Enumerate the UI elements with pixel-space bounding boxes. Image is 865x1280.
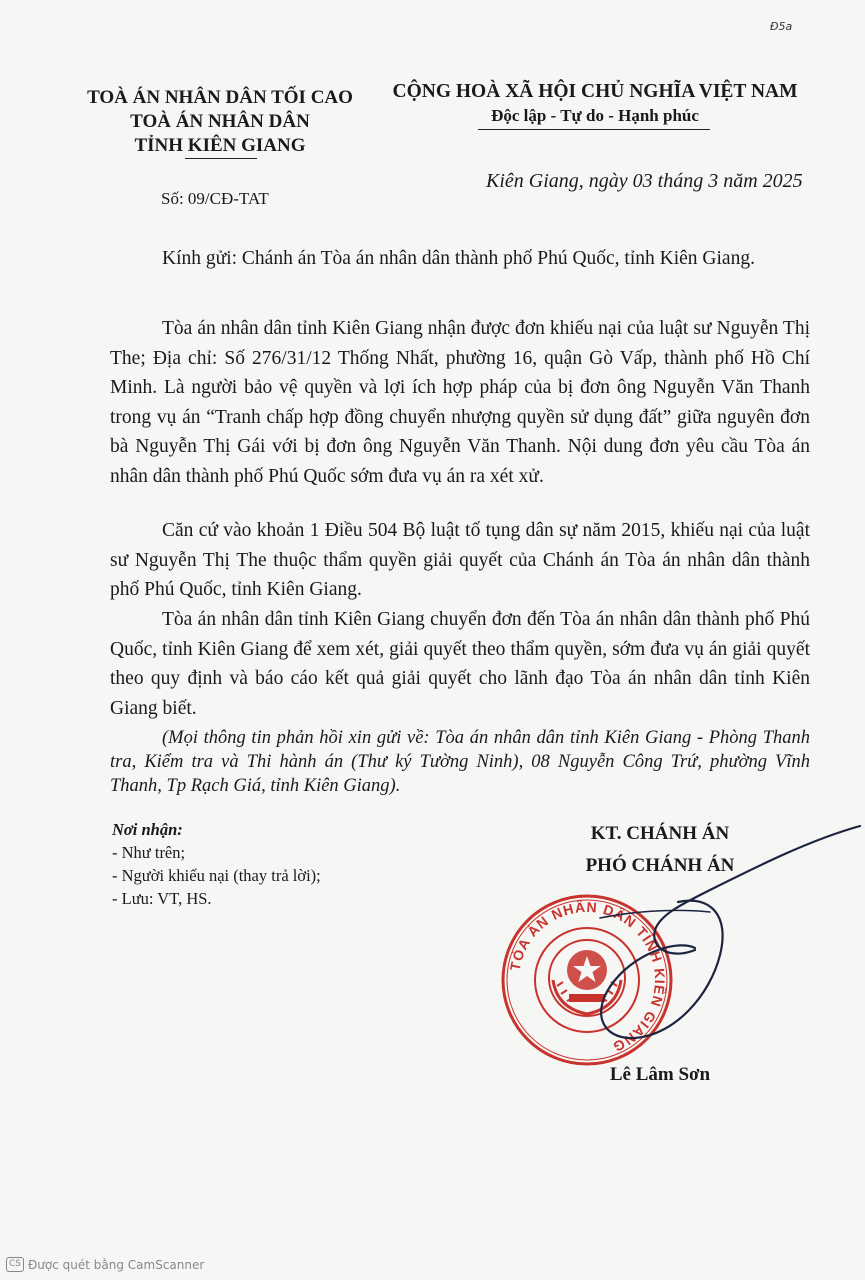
recipient-item: - Người khiếu nại (thay trả lời); <box>112 866 321 885</box>
motto: Độc lập - Tự do - Hạnh phúc <box>491 106 699 125</box>
court-name-line: TOÀ ÁN NHÂN DÂN <box>130 111 310 132</box>
recipient-line: Kính gửi: Chánh án Tòa án nhân dân thành phố Phú Quốc, tỉnh Kiên Giang. <box>162 248 755 269</box>
court-supreme-line: TOÀ ÁN NHÂN DÂN TỐI CAO <box>87 87 353 108</box>
national-motto-header <box>385 80 805 128</box>
corner-handwritten-mark: Đ5a <box>770 20 793 33</box>
court-name-header <box>70 86 370 158</box>
feedback-note: (Mọi thông tin phản hồi xin gửi về: Tòa án nhân dân tỉnh Kiên Giang - Phòng Thanh tra, Kiểm tra và Thi hành án (Thư ký Tường Ninh), 08 Nguyễn Công Trứ, phường Vĩnh Thanh, Tp Rạch Giá, tỉnh Kiên Giang). <box>110 728 810 796</box>
document-number: Số: 09/CĐ-TAT <box>161 189 269 208</box>
paragraph-1: Tòa án nhân dân tỉnh Kiên Giang nhận được đơn khiếu nại của luật sư Nguyễn Thị The; Địa chỉ: Số 276/31/12 Thống Nhất, phường 16, quận Gò Vấp, thành phố Hồ Chí Minh. Là người bảo vệ quyền và lợi ích hợp pháp của bị đơn ông Nguyễn Văn Thanh trong vụ án “Tranh chấp hợp đồng chuyển nhượng quyền sử dụng đất” giữa nguyên đơn bà Nguyễn Thị Gái với bị đơn ông Nguyễn Văn Thanh. Nội dung đơn yêu cầu Tòa án nhân dân thành phố Phú Quốc sớm đưa vụ án ra xét xử. <box>110 318 810 487</box>
camscanner-logo-icon: CS <box>6 1257 24 1272</box>
court-province-line: TỈNH KIÊN GIANG <box>134 135 306 156</box>
seal-text-path: TÒA ÁN NHÂN DÂN TỈNH KIÊN GIANG <box>506 898 669 1056</box>
signature-title-1: KT. CHÁNH ÁN <box>590 823 730 844</box>
scanner-footer <box>6 1257 204 1272</box>
paragraph-2: Căn cứ vào khoản 1 Điều 504 Bộ luật tố tụng dân sự năm 2015, khiếu nại của luật sư Nguyễn Thị The thuộc thẩm quyền giải quyết của Chánh án Tòa án nhân dân thành phố Phú Quốc, tỉnh Kiên Giang. <box>110 520 810 600</box>
recipient-item: - Như trên; <box>112 843 186 862</box>
header-underline-right <box>478 129 710 130</box>
country-name: CỘNG HOÀ XÃ HỘI CHỦ NGHĨA VIỆT NAM <box>392 81 798 102</box>
recipient-item: - Lưu: VT, HS. <box>112 889 212 908</box>
signer-name: Lê Lâm Sơn <box>609 1064 711 1085</box>
handwritten-signature-icon <box>560 820 865 1060</box>
recipients-block <box>112 818 412 910</box>
paragraph-3: Tòa án nhân dân tỉnh Kiên Giang chuyển đơn đến Tòa án nhân dân thành phố Phú Quốc, tỉnh Kiên Giang để xem xét, giải quyết theo thẩm quyền, sớm đưa vụ án giải quyết theo quy định và báo cáo kết quả giải quyết cho lãnh đạo Tòa án nhân dân tỉnh Kiên Giang biết. <box>110 609 810 719</box>
scanner-footer-text: Được quét bằng CamScanner <box>28 1257 205 1272</box>
recipients-title: Nơi nhận: <box>112 820 183 839</box>
date-line: Kiên Giang, ngày 03 tháng 3 năm 2025 <box>486 170 803 192</box>
signature-title-2: PHÓ CHÁNH ÁN <box>585 855 735 876</box>
header-underline-left <box>185 158 257 159</box>
